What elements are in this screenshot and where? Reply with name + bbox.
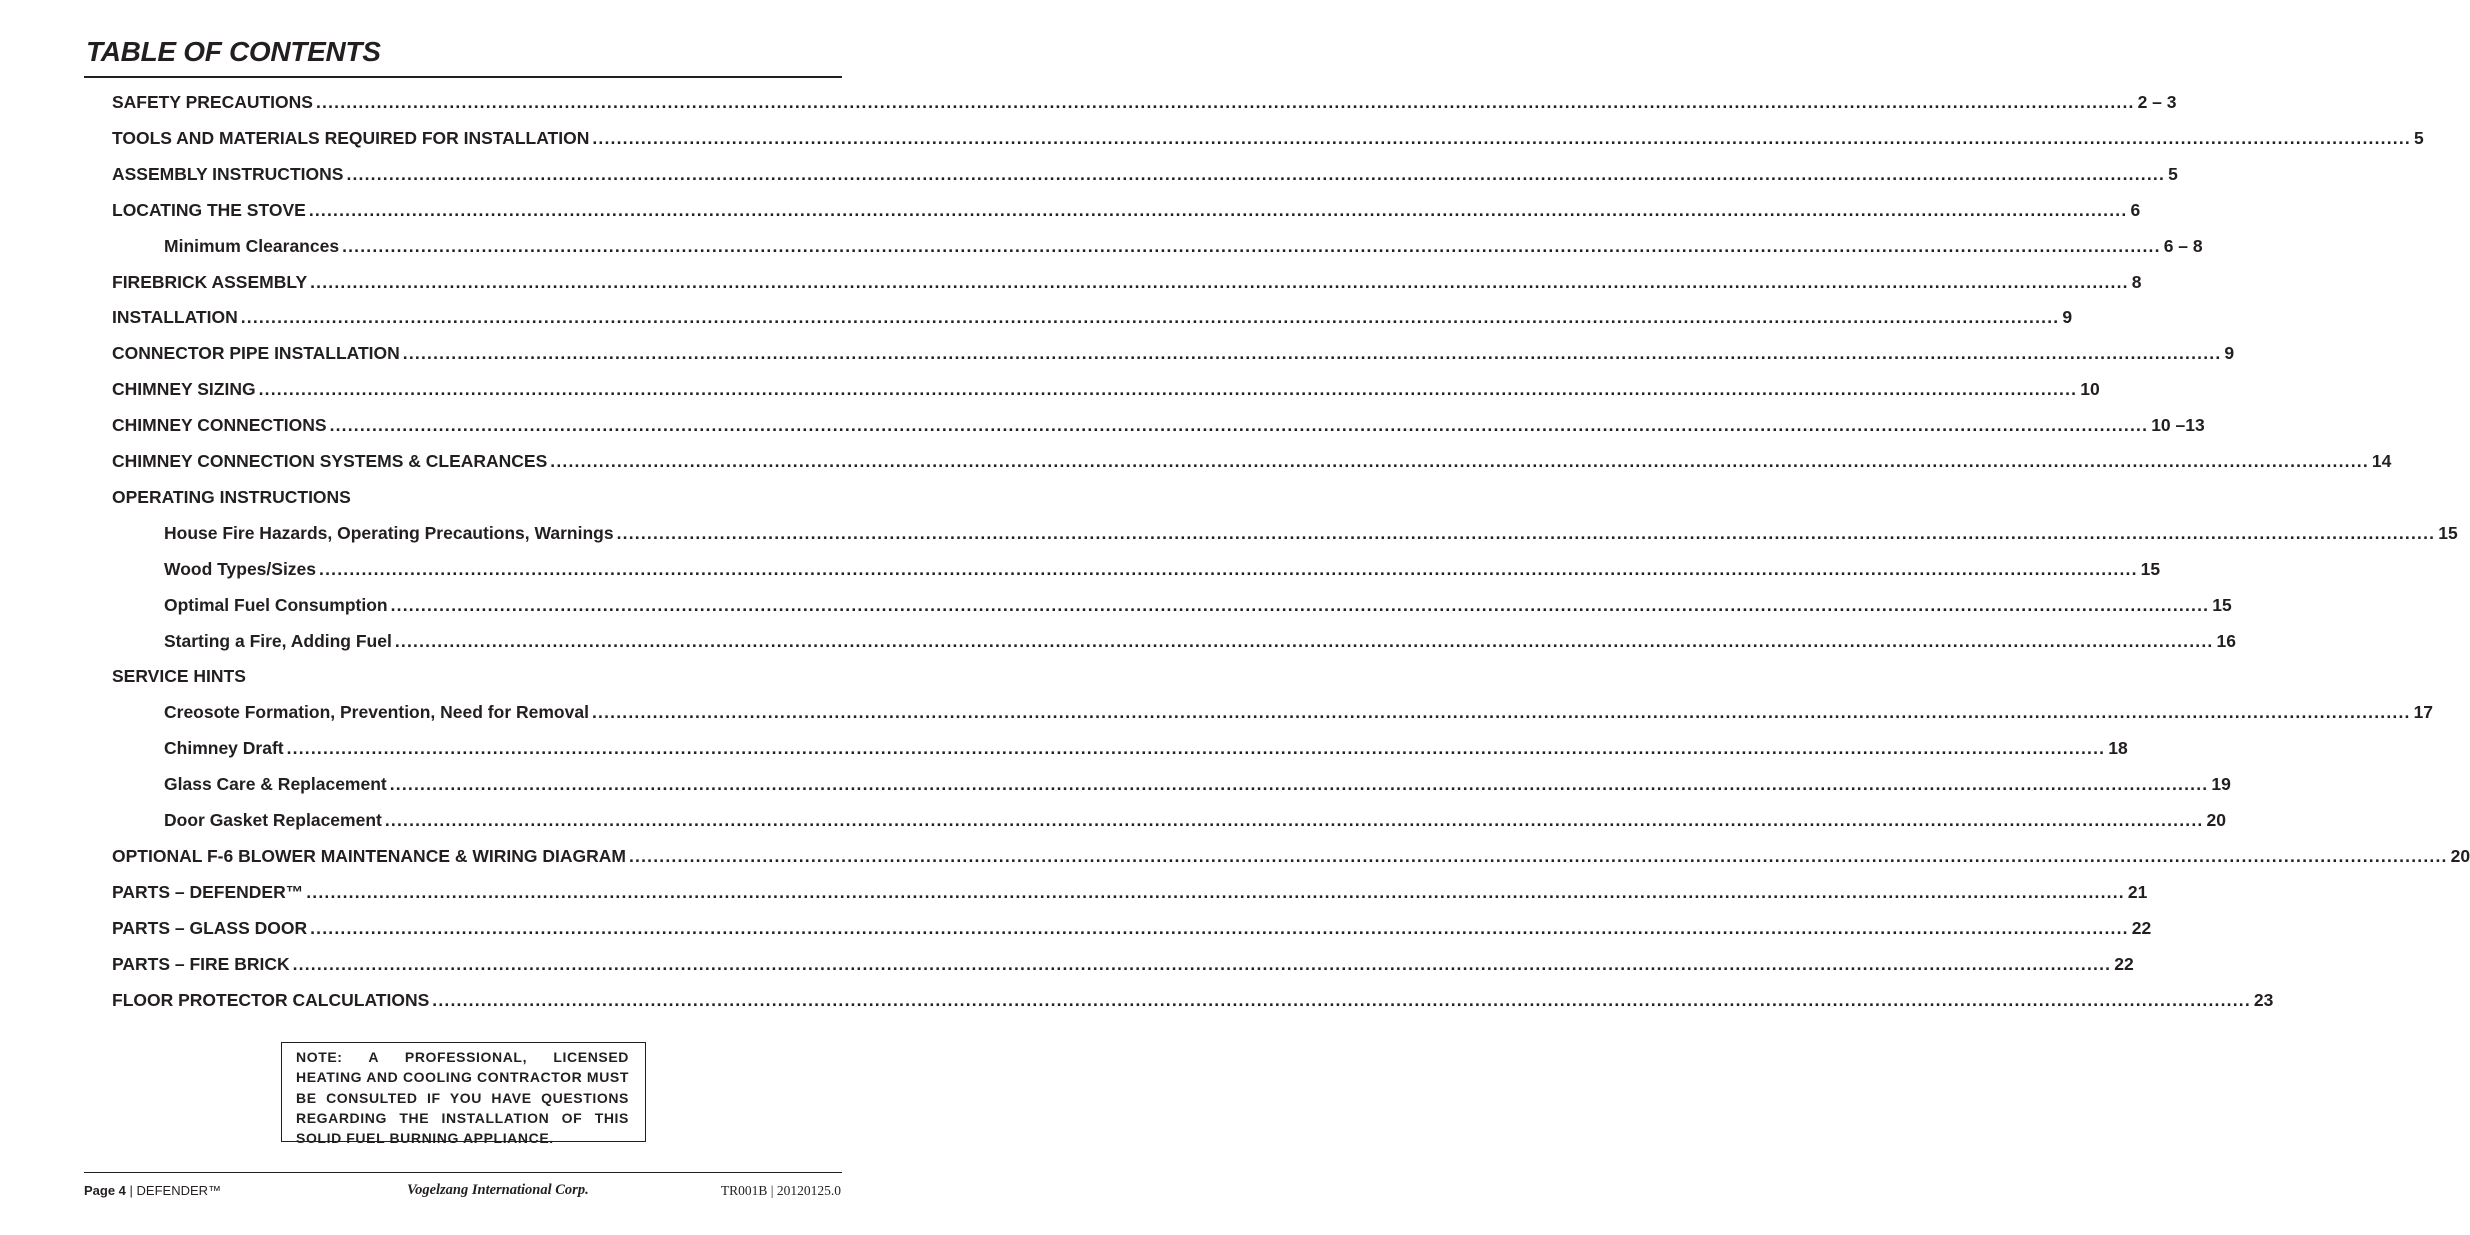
toc-entry bbox=[112, 271, 2142, 296]
toc-dot-leader: ............................................................................................................................................................................................................................................................................................................ bbox=[389, 774, 2209, 795]
toc-entry-page: 20 bbox=[2450, 845, 2470, 866]
toc-entry-label: CHIMNEY SIZING bbox=[112, 379, 256, 400]
toc-entry bbox=[112, 666, 785, 690]
toc-entry-page: 9 bbox=[2224, 343, 2235, 364]
toc-dot-leader: ............................................................................................................................................................................................................................................................................................................ bbox=[310, 271, 2129, 292]
toc-dot-leader: ............................................................................................................................................................................................................................................................................................................ bbox=[308, 199, 2128, 220]
toc-entry-label: CHIMNEY CONNECTIONS bbox=[112, 415, 327, 436]
toc-entry-label: FLOOR PROTECTOR CALCULATIONS bbox=[112, 989, 430, 1010]
toc-dot-leader: ............................................................................................................................................................................................................................................................................................................ bbox=[346, 163, 2166, 184]
toc-entry bbox=[164, 738, 2128, 762]
toc-dot-leader: ............................................................................................................................................................................................................................................................................................................ bbox=[402, 343, 2222, 364]
toc-entry-label: CHIMNEY CONNECTION SYSTEMS & CLEARANCES bbox=[112, 451, 548, 471]
toc-entry-label: Wood Types/Sizes bbox=[164, 558, 317, 579]
toc-entry-page: 14 bbox=[2371, 451, 2392, 471]
toc-entry bbox=[112, 343, 2235, 367]
toc-entry-label: TOOLS AND MATERIALS REQUIRED FOR INSTALLATION bbox=[112, 127, 590, 148]
toc-entry bbox=[112, 92, 2177, 116]
toc-entry-label: PARTS – FIRE BRICK bbox=[112, 953, 290, 974]
toc-entry bbox=[164, 594, 2232, 619]
toc-entry-label: OPERATING INSTRUCTIONS bbox=[112, 486, 351, 507]
toc-entry-label: CONNECTOR PIPE INSTALLATION bbox=[112, 343, 400, 364]
toc-dot-leader: ............................................................................................................................................................................................................................................................................................................ bbox=[286, 738, 2106, 759]
toc-entry bbox=[112, 307, 2073, 331]
toc-entry-page: 2 – 3 bbox=[2137, 92, 2177, 112]
toc-dot-leader: ............................................................................................................................................................................................................................................................................................................ bbox=[432, 989, 2251, 1010]
footer-company: Vogelzang International Corp. bbox=[407, 1182, 589, 1198]
toc-entry-label: LOCATING THE STOVE bbox=[112, 199, 306, 220]
toc-entry-label: SERVICE HINTS bbox=[112, 666, 246, 687]
toc-dot-leader: ............................................................................................................................................................................................................................................................................................................ bbox=[315, 92, 2135, 112]
toc-entry-page: 23 bbox=[2253, 989, 2274, 1010]
toc-entry-page: 18 bbox=[2108, 738, 2128, 759]
toc-dot-leader: ............................................................................................................................................................................................................................................................................................................ bbox=[329, 415, 2149, 436]
toc-entry bbox=[112, 487, 785, 511]
toc-entry-page: 9 bbox=[2062, 307, 2073, 328]
toc-entry bbox=[112, 199, 2141, 224]
toc-entry bbox=[112, 163, 2178, 188]
toc-entry-label: PARTS – DEFENDER™ bbox=[112, 881, 304, 902]
toc-entry bbox=[112, 881, 2148, 906]
toc-dot-leader: ............................................................................................................................................................................................................................................................................................................ bbox=[306, 881, 2125, 902]
footer-doc-code: TR001B bbox=[720, 1183, 768, 1198]
toc-entry bbox=[164, 558, 2161, 583]
footer-left bbox=[84, 1183, 221, 1198]
toc-entry-page: 15 bbox=[2438, 522, 2458, 543]
toc-entry bbox=[112, 415, 2205, 439]
toc-entry bbox=[112, 127, 2424, 152]
toc-dot-leader: ............................................................................................................................................................................................................................................................................................................ bbox=[384, 810, 2204, 830]
toc-entry-page: 20 bbox=[2206, 810, 2226, 830]
toc-entry-page: 22 bbox=[2114, 953, 2134, 974]
toc-entry-label: Minimum Clearances bbox=[164, 235, 340, 256]
toc-dot-leader: ............................................................................................................................................................................................................................................................................................................ bbox=[394, 630, 2214, 651]
toc-entry bbox=[164, 774, 2231, 798]
toc-dot-leader: ............................................................................................................................................................................................................................................................................................................ bbox=[616, 522, 2436, 543]
page-title: TABLE OF CONTENTS bbox=[86, 36, 381, 67]
toc-entry-page: 5 bbox=[2168, 163, 2178, 184]
toc-entry-page: 8 bbox=[2131, 271, 2142, 292]
toc-entry-page: 5 bbox=[2413, 127, 2424, 148]
toc-entry-page: 21 bbox=[2127, 881, 2148, 902]
toc-dot-leader: ............................................................................................................................................................................................................................................................................................................ bbox=[258, 379, 2078, 400]
toc-entry-label: House Fire Hazards, Operating Precautions, Warnings bbox=[164, 522, 614, 543]
toc-entry-label: Chimney Draft bbox=[164, 738, 284, 759]
toc-entry-label: ASSEMBLY INSTRUCTIONS bbox=[112, 163, 344, 184]
toc-entry-page: 15 bbox=[2140, 558, 2161, 579]
toc-dot-leader: ............................................................................................................................................................................................................................................................................................................ bbox=[628, 845, 2448, 866]
footer-doc-separator: | bbox=[770, 1183, 777, 1198]
toc-dot-leader: ............................................................................................................................................................................................................................................................................................................ bbox=[550, 451, 2369, 471]
toc-entry bbox=[164, 630, 2236, 655]
toc-dot-leader: ............................................................................................................................................................................................................................................................................................................ bbox=[342, 235, 2161, 256]
toc-entry-label: INSTALLATION bbox=[112, 307, 238, 328]
toc-dot-leader: ............................................................................................................................................................................................................................................................................................................ bbox=[292, 953, 2112, 974]
toc-entry bbox=[164, 810, 2226, 834]
toc-entry bbox=[112, 379, 2100, 403]
toc-entry-label: OPTIONAL F-6 BLOWER MAINTENANCE & WIRING DIAGRAM bbox=[112, 845, 626, 866]
toc-dot-leader: ............................................................................................................................................................................................................................................................................................................ bbox=[591, 702, 2411, 723]
toc-dot-leader: ............................................................................................................................................................................................................................................................................................................ bbox=[310, 917, 2129, 938]
toc-entry bbox=[164, 522, 2458, 547]
toc-entry-page: 16 bbox=[2216, 630, 2236, 651]
toc-entry bbox=[112, 989, 2274, 1014]
toc-entry-label: PARTS – GLASS DOOR bbox=[112, 917, 308, 938]
toc-entry-label: Starting a Fire, Adding Fuel bbox=[164, 630, 392, 651]
toc-entry-label: Creosote Formation, Prevention, Need for Removal bbox=[164, 702, 589, 723]
toc-dot-leader: ............................................................................................................................................................................................................................................................................................................ bbox=[319, 558, 2138, 579]
toc-dot-leader: ............................................................................................................................................................................................................................................................................................................ bbox=[390, 594, 2210, 615]
toc-entry bbox=[112, 451, 2392, 475]
toc-dot-leader: ............................................................................................................................................................................................................................................................................................................ bbox=[240, 307, 2060, 328]
contractor-note: NOTE: A PROFESSIONAL, LICENSED HEATING AND COOLING CONTRACTOR MUST BE CONSULTED IF YOU HAVE QUESTIONS REGARDING THE INSTALLATION OF THIS SOLID FUEL BURNING APPLIANCE. bbox=[281, 1042, 646, 1142]
toc-entry-page: 10 bbox=[2080, 379, 2100, 400]
footer-separator: | bbox=[129, 1183, 137, 1198]
footer-product: DEFENDER™ bbox=[136, 1183, 222, 1198]
toc-entry-page: 17 bbox=[2413, 702, 2434, 723]
toc-entry bbox=[112, 845, 2470, 870]
toc-entry-label: Door Gasket Replacement bbox=[164, 810, 382, 830]
toc-entry bbox=[112, 953, 2134, 978]
toc-entry-page: 22 bbox=[2131, 917, 2152, 938]
footer-doc-id bbox=[721, 1183, 841, 1199]
toc-entry bbox=[112, 917, 2152, 942]
footer-rule bbox=[84, 1172, 842, 1173]
toc-entry-label: SAFETY PRECAUTIONS bbox=[112, 92, 313, 112]
toc-dot-leader: ............................................................................................................................................................................................................................................................................................................ bbox=[592, 127, 2411, 148]
footer-page-label: Page 4 bbox=[84, 1183, 126, 1198]
toc-entry bbox=[164, 702, 2434, 726]
toc-entry-page: 15 bbox=[2212, 594, 2232, 615]
footer-doc-date: 20120125.0 bbox=[776, 1183, 841, 1198]
toc-entry-label: FIREBRICK ASSEMBLY bbox=[112, 271, 308, 292]
toc-entry-page: 6 bbox=[2130, 199, 2141, 220]
toc-entry-page: 6 – 8 bbox=[2163, 235, 2203, 256]
toc-entry-label: Glass Care & Replacement bbox=[164, 774, 387, 795]
toc-entry-page: 10 –13 bbox=[2151, 415, 2205, 436]
toc-entry-page: 19 bbox=[2211, 774, 2231, 795]
toc-entry-label: Optimal Fuel Consumption bbox=[164, 594, 388, 615]
toc-entry bbox=[164, 235, 2203, 260]
title-rule bbox=[84, 76, 842, 78]
